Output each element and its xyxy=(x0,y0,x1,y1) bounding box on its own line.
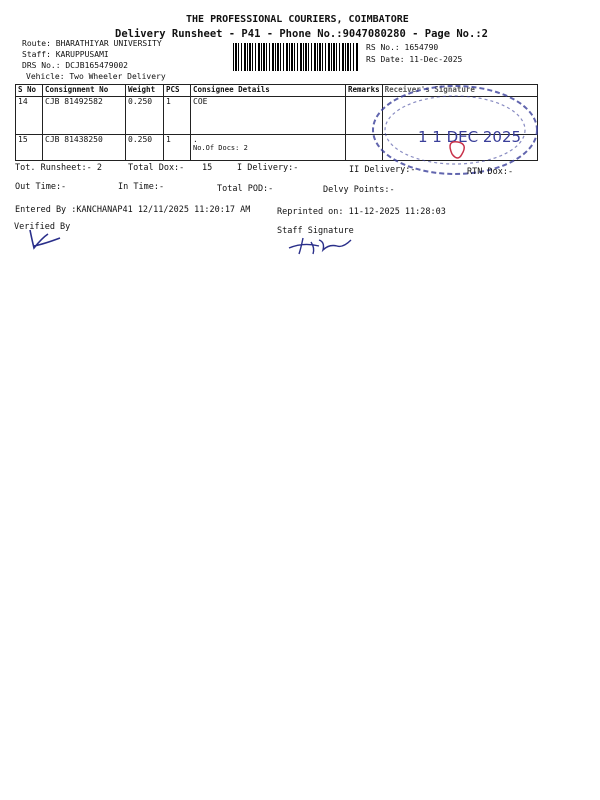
col-sno: S No xyxy=(16,85,43,97)
staff-text: Staff: KARUPPUSAMI xyxy=(22,50,109,59)
col-consignee: Consignee Details xyxy=(191,85,346,97)
vehicle-text: Vehicle: Two Wheeler Delivery xyxy=(26,72,166,81)
company-title: THE PROFESSIONAL COURIERS, COIMBATORE xyxy=(186,14,409,25)
col-consignment: Consignment No xyxy=(43,85,126,97)
stamp-date: 1 1 DEC 2025 xyxy=(418,128,522,146)
cell-consignee xyxy=(191,135,346,161)
col-pcs: PCS xyxy=(164,85,191,97)
entered-by: Entered By :KANCHANAP41 12/11/2025 11:20:17 AM xyxy=(15,205,251,215)
route-text: Route: BHARATHIYAR UNIVERSITY xyxy=(22,39,162,48)
rs-date: RS Date: 11-Dec-2025 xyxy=(366,55,463,64)
col-receiver-signature: Receiver's Signature xyxy=(382,85,537,97)
consignee-name: . xyxy=(193,135,198,144)
cell-sno: 14 xyxy=(16,97,43,135)
cell-consignment: CJB 81438250 xyxy=(43,135,126,161)
barcode xyxy=(233,43,359,71)
i-delivery: I Delivery:- xyxy=(237,163,299,173)
in-time: In Time:- xyxy=(118,182,165,192)
cell-consignment: CJB 81492582 xyxy=(43,97,126,135)
cell-weight: 0.250 xyxy=(126,135,164,161)
out-time: Out Time:- xyxy=(15,182,67,192)
total-pod: Total POD:- xyxy=(217,184,274,194)
ii-delivery: II Delivery:- xyxy=(349,165,416,175)
runsheet-title: Delivery Runsheet - P41 - Phone No.:9047080280 - Page No.:2 xyxy=(115,28,488,40)
total-runsheet: Tot. Runsheet:- 2 xyxy=(15,163,102,173)
delvy-points: Delvy Points:- xyxy=(323,185,395,195)
drs-number: DRS No.: DCJB165479002 xyxy=(22,61,128,70)
consignee-name: COE xyxy=(193,97,208,106)
rtn-dox: RTN Dox:- xyxy=(467,167,514,177)
cell-sno: 15 xyxy=(16,135,43,161)
cell-consignee xyxy=(191,97,346,135)
staff-signature-label: Staff Signature xyxy=(277,226,354,236)
col-weight: Weight xyxy=(126,85,164,97)
cell-weight: 0.250 xyxy=(126,97,164,135)
rs-number: RS No.: 1654790 xyxy=(366,43,439,52)
total-dox-value: 15 xyxy=(202,163,213,173)
col-remarks: Remarks xyxy=(346,85,383,97)
reprinted-on: Reprinted on: 11-12-2025 11:28:03 xyxy=(277,207,446,217)
verified-signature xyxy=(26,226,66,252)
docs-count: No.Of Docs: 2 xyxy=(193,144,248,152)
cell-pcs: 1 xyxy=(164,97,191,135)
cell-pcs: 1 xyxy=(164,135,191,161)
total-dox-label: Total Dox:- xyxy=(128,163,185,173)
verified-by-label: Verified By xyxy=(14,222,71,232)
staff-signature xyxy=(285,234,355,256)
